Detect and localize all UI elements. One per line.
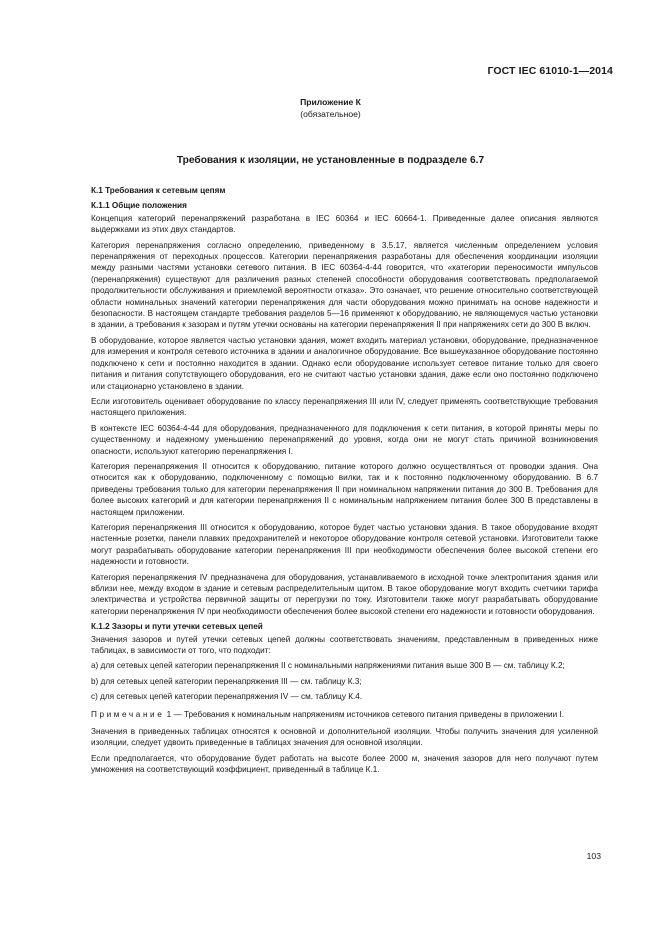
paragraph: Категория перенапряжения III относится к оборудованию, которое будет частью установки здания. В такое оборудование входят настенные розетки, панели плавких предохранителей и некоторое оборудование контроля сетевой установки. Изготовители также могут разрабатывать оборудование категории перенапряжения III при необходимости обеспечения более высокой степени его надежности и готовности.: [91, 522, 598, 567]
paragraph: Значения в приведенных таблицах относятся к основной и дополнительной изоляции. Чтобы получить значения для усиленной изоляции, следует удвоить приведенные в таблицах значения для основной изоляции.: [91, 727, 598, 748]
annex-subtitle: (обязательное): [300, 109, 361, 119]
annex-title: Приложение К: [300, 97, 361, 107]
annex-heading: [0, 96, 661, 120]
note: [91, 709, 598, 720]
paragraph: Категория перенапряжения II относится к оборудованию, питание которого должно осуществляться от проводки здания. Она относится как к оборудованию, подключенному с помощью вилки, так и к постоянно подключенному оборудованию. В 6.7 приведены требования только для категории перенапряжения II при номинальном напряжении питания до 300 В. Требования для более высоких категорий и для категории перенапряжения II с номинальным напряжением питания более 300 В представлены в настоящем приложении.: [91, 461, 598, 517]
paragraph: Концепция категорий перенапряжений разработана в IEC 60364 и IEC 60664-1. Приведенные далее описания являются выдержками из этих двух стандартов.: [91, 213, 598, 235]
paragraph: В контексте IEC 60364-4-44 для оборудования, предназначенного для подключения к сети питания, в которой приняты меры по существенному и надежному уменьшению перенапряжений до уровня, когда они не могут стать причиной возникновения опасности, используют категорию перенапряжения I.: [91, 423, 598, 456]
standard-number: ГОСТ IEC 61010-1—2014: [487, 65, 613, 77]
paragraph: Если предполагается, что оборудование будет работать на высоте более 2000 м, значения зазоров для него получают путем умножения на соответствующий коэффициент, приведенный в таблице К.1.: [91, 753, 598, 775]
list-item: c) для сетевых цепей категории перенапряжения IV — см. таблицу К.4.: [91, 692, 363, 702]
paragraph: Категория перенапряжения согласно определению, приведенному в 3.5.17, является численным определением условия перенапряжения от переходных процессов. Категории перенапряжения разработаны для обеспечения координации изоляции между разными частями установки сетевого питания. В IEC 60364-4-44 говорится, что «категории переносимости импульсов (перенапряжения) существуют для различения разных степеней способности оборудования соответствовать предполагаемой продолжительности обслуживания и приемлемой вероятности отказа». Это означает, что решение относительно соответствующей области номинальных значений категории перенапряжения для части оборудования можно принимать на основе надежности и безопасности. В настоящем стандарте требования разделов 5—16 применяют к оборудованию, не являющемуся частью установки в здании, а требования к зазорам и путям утечки основаны на категории перенапряжения II при напряжениях сети до 300 В включ.: [91, 240, 598, 330]
list-item: b) для сетевых цепей категории перенапряжения III — см. таблицу К.3;: [91, 676, 362, 686]
paragraph: Значения зазоров и путей утечки сетевых цепей должны соответствовать значениям, представленным в приведенных ниже таблицах, в зависимости от того, что подходит:: [91, 634, 598, 656]
list-item: a) для сетевых цепей категории перенапряжения II с номинальными напряжениями питания выше 300 В — см. таблицу К.2;: [91, 661, 565, 671]
section-heading-k1: К.1 Требования к сетевым цепям: [91, 186, 226, 195]
section-heading-k1-1: К.1.1 Общие положения: [91, 201, 187, 211]
note-label: Примечание: [91, 709, 165, 719]
paragraph: Если изготовитель оценивает оборудование по классу перенапряжения III или IV, следует применять соответствующие требования настоящего приложения.: [91, 396, 598, 418]
document-body: [91, 185, 598, 780]
page-title: Требования к изоляции, не установленные в подразделе 6.7: [176, 155, 485, 166]
paragraph: Категория перенапряжения IV предназначена для оборудования, устанавливаемого в исходной точке электропитания здания или вблизи нее, между входом в здание и сетевым распределительным щитом. В такое оборудование могут входить счетчики тарифа электричества и устройства первичной защиты от перегрузки по току. Изготовители также могут разрабатывать оборудование категории перенапряжения IV при необходимости обеспечения более высокой степени его надежности и готовности оборудования.: [91, 572, 598, 616]
page-number: 103: [586, 851, 601, 861]
paragraph: В оборудование, которое является частью установки здания, может входить материал установки, оборудование, предназначенное для измерения и контроля сетевого источника в здании и аналогичное оборудование. Все вышеуказанное оборудование постоянно подключено к сети и постоянно находится в здании. Однако если оборудование использует сетевое питание только для своего питания и питания сопутствующего оборудования, его не считают частью установки здания, даже если оно постоянно подключено или стационарно установлено в здании.: [91, 335, 598, 391]
section-heading-k1-2: К.1.2 Зазоры и пути утечки сетевых цепей: [91, 622, 263, 632]
note-text: 1 — Требования к номинальным напряжениям источников сетевого питания приведены в приложении I.: [164, 709, 565, 719]
